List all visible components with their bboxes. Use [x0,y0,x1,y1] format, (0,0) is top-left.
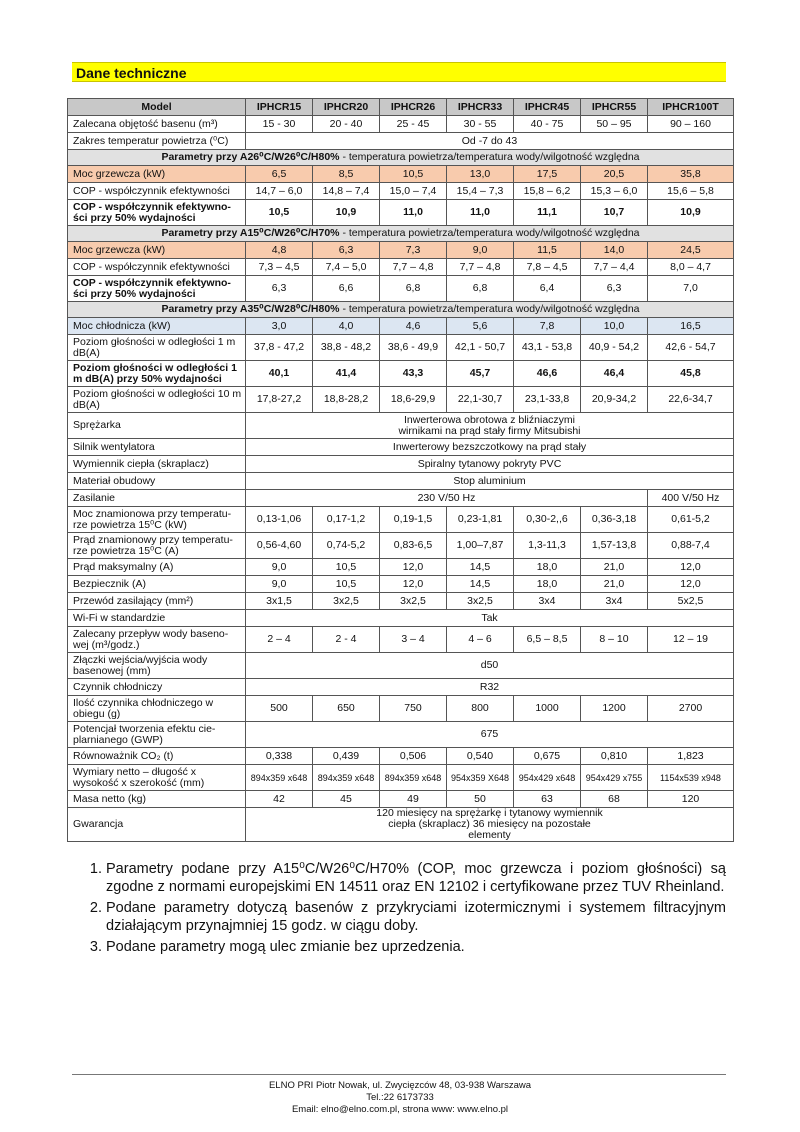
table-row [68,259,734,276]
cell: 894x359 x648 [380,765,447,791]
cell: 22,6-34,7 [648,387,734,413]
row-label: Prąd znamionowy przy temperatu-rze powietrza 15⁰C (A) [68,533,246,559]
table-row [68,116,734,133]
cell: 9,0 [246,559,313,576]
table-row [68,242,734,259]
row-label: Przewód zasilający (mm²) [68,593,246,610]
cell: 6,8 [447,276,514,302]
cell: 7,4 – 5,0 [313,259,380,276]
cell: 0,439 [313,748,380,765]
row-label: Złączki wejścia/wyjścia wody basenowej (mm) [68,653,246,679]
table-row [68,183,734,200]
cell: 0,675 [514,748,581,765]
header-cell: IPHCR100T [648,99,734,116]
cell: 7,8 [514,318,581,335]
cell: d50 [246,653,734,679]
row-label: Wi-Fi w standardzie [68,610,246,627]
cell: 5x2,5 [648,593,734,610]
row-label: Moc grzewcza (kW) [68,166,246,183]
cell: 4 – 6 [447,627,514,653]
row-label: Zalecana objętość basenu (m³) [68,116,246,133]
cell: 2700 [648,696,734,722]
cell: 43,3 [380,361,447,387]
cell: 1,57-13,8 [581,533,648,559]
cell: 230 V/50 Hz [246,490,648,507]
cell: 954x359 X648 [447,765,514,791]
cell: 3x2,5 [380,593,447,610]
row-label: Prąd maksymalny (A) [68,559,246,576]
cell: 0,74-5,2 [313,533,380,559]
cell: 23,1-33,8 [514,387,581,413]
row-label: Bezpiecznik (A) [68,576,246,593]
header-cell: IPHCR20 [313,99,380,116]
table-row [68,473,734,490]
cell: 6,3 [581,276,648,302]
header-cell: Model [68,99,246,116]
header-cell: IPHCR15 [246,99,313,116]
cell: 17,8-27,2 [246,387,313,413]
cell: 21,0 [581,576,648,593]
cell: 15 - 30 [246,116,313,133]
row-label: Zalecany przepływ wody baseno-wej (m³/godz.) [68,627,246,653]
cell: Od -7 do 43 [246,133,734,150]
cell: 20 - 40 [313,116,380,133]
cell: Inwerterowy bezszczotkowy na prąd stały [246,439,734,456]
table-row [68,507,734,533]
table-row [68,696,734,722]
section-row [68,150,734,166]
cell: 46,4 [581,361,648,387]
cell: 9,0 [246,576,313,593]
cell: 6,5 – 8,5 [514,627,581,653]
cell: 0,88-7,4 [648,533,734,559]
cell: 6,5 [246,166,313,183]
cell: 14,5 [447,576,514,593]
cell: 3x2,5 [313,593,380,610]
cell: 14,8 – 7,4 [313,183,380,200]
cell: 49 [380,791,447,808]
table-row [68,413,734,439]
cell: 50 – 95 [581,116,648,133]
cell: 13,0 [447,166,514,183]
cell: 15,6 – 5,8 [648,183,734,200]
table-row [68,335,734,361]
cell: 15,0 – 7,4 [380,183,447,200]
cell: 25 - 45 [380,116,447,133]
cell: 18,0 [514,576,581,593]
cell: 17,5 [514,166,581,183]
section-heading: Parametry przy A26⁰C/W26⁰C/H80% - temperatura powietrza/temperatura wody/wilgotność względna [68,150,734,166]
cell: 3 – 4 [380,627,447,653]
row-label: Poziom głośności w odległości 10 m dB(A) [68,387,246,413]
cell: 40,9 - 54,2 [581,335,648,361]
cell: 6,3 [246,276,313,302]
row-label: Ilość czynnika chłodniczego w obiegu (g) [68,696,246,722]
cell: 42 [246,791,313,808]
table-row [68,276,734,302]
cell: 0,13-1,06 [246,507,313,533]
cell: 40,1 [246,361,313,387]
cell: 14,0 [581,242,648,259]
notes-list [78,860,726,959]
row-label: Równoważnik CO₂ (t) [68,748,246,765]
header-cell: IPHCR55 [581,99,648,116]
table-header-row [68,99,734,116]
cell: 22,1-30,7 [447,387,514,413]
table-row [68,653,734,679]
header-cell: IPHCR45 [514,99,581,116]
cell: 41,4 [313,361,380,387]
cell: 12,0 [380,559,447,576]
cell: 0,23-1,81 [447,507,514,533]
cell: 3x1,5 [246,593,313,610]
cell: 7,3 – 4,5 [246,259,313,276]
cell: 12 – 19 [648,627,734,653]
cell: 5,6 [447,318,514,335]
row-label: Silnik wentylatora [68,439,246,456]
note-item: 2. Podane parametry dotyczą basenów z przykryciami izotermicznymi i systemem filtracyjnym działającym przynajmniej 15 godz. w ciągu doby. [106,899,726,935]
cell: 0,506 [380,748,447,765]
cell: 45,7 [447,361,514,387]
row-label: Wymiary netto – długość x wysokość x szerokość (mm) [68,765,246,791]
cell: 6,4 [514,276,581,302]
cell: 2 – 4 [246,627,313,653]
cell: 10,5 [313,559,380,576]
table-row [68,593,734,610]
cell: 650 [313,696,380,722]
cell: 400 V/50 Hz [648,490,734,507]
section-heading: Parametry przy A35⁰C/W28⁰C/H80% - temperatura powietrza/temperatura wody/wilgotność względna [68,302,734,318]
table-row [68,387,734,413]
cell: 14,5 [447,559,514,576]
cell: 45 [313,791,380,808]
cell: 11,0 [447,200,514,226]
cell: 20,9-34,2 [581,387,648,413]
cell: 90 – 160 [648,116,734,133]
cell: 35,8 [648,166,734,183]
row-label: Moc grzewcza (kW) [68,242,246,259]
cell: 0,61-5,2 [648,507,734,533]
table-row [68,490,734,507]
cell: 38,8 - 48,2 [313,335,380,361]
cell: 12,0 [648,559,734,576]
cell: 10,9 [313,200,380,226]
table-row [68,361,734,387]
cell: 10,5 [246,200,313,226]
cell: 0,338 [246,748,313,765]
cell: 10,7 [581,200,648,226]
cell: R32 [246,679,734,696]
cell: 20,5 [581,166,648,183]
table-row [68,533,734,559]
cell: 0,30-2,,6 [514,507,581,533]
cell: 30 - 55 [447,116,514,133]
cell: 10,5 [380,166,447,183]
cell: 10,0 [581,318,648,335]
table-row [68,166,734,183]
section-heading: Parametry przy A15⁰C/W26⁰C/H70% - temperatura powietrza/temperatura wody/wilgotność względna [68,226,734,242]
row-label: Sprężarka [68,413,246,439]
cell: 24,5 [648,242,734,259]
cell: 42,6 - 54,7 [648,335,734,361]
cell: 46,6 [514,361,581,387]
row-label: Zasilanie [68,490,246,507]
cell: 750 [380,696,447,722]
cell: 1,3-11,3 [514,533,581,559]
cell: 500 [246,696,313,722]
row-label: Gwarancja [68,808,246,842]
cell: Spiralny tytanowy pokryty PVC [246,456,734,473]
row-label: Wymiennik ciepła (skraplacz) [68,456,246,473]
spec-table [67,98,734,842]
cell: 7,3 [380,242,447,259]
cell: 7,0 [648,276,734,302]
cell: 8 – 10 [581,627,648,653]
row-label: Moc chłodnicza (kW) [68,318,246,335]
cell: 4,8 [246,242,313,259]
cell: 0,83-6,5 [380,533,447,559]
cell: 18,8-28,2 [313,387,380,413]
cell: 16,5 [648,318,734,335]
row-label: COP - współczynnik efektywności [68,183,246,200]
cell: 7,7 – 4,4 [581,259,648,276]
cell: Stop aluminium [246,473,734,490]
cell: 1000 [514,696,581,722]
cell: 4,6 [380,318,447,335]
cell: 120 miesięcy na sprężarkę i tytanowy wymiennik ciepła (skraplacz) 36 miesięcy na pozostałe elementy [246,808,734,842]
cell: 42,1 - 50,7 [447,335,514,361]
cell: 954x429 x755 [581,765,648,791]
cell: 18,0 [514,559,581,576]
cell: 8,0 – 4,7 [648,259,734,276]
note-item: 3. Podane parametry mogą ulec zmianie bez uprzedzenia. [106,938,726,956]
table-row [68,791,734,808]
cell: 120 [648,791,734,808]
cell: 7,8 – 4,5 [514,259,581,276]
header-cell: IPHCR33 [447,99,514,116]
cell: 3x4 [581,593,648,610]
row-label: Zakres temperatur powietrza (⁰C) [68,133,246,150]
cell: 40 - 75 [514,116,581,133]
row-label: Poziom głośności w odległości 1 m dB(A) [68,335,246,361]
cell: 1,823 [648,748,734,765]
cell: 11,1 [514,200,581,226]
cell: 10,9 [648,200,734,226]
cell: 1200 [581,696,648,722]
table-row [68,808,734,842]
footer-divider [72,1074,726,1075]
table-row [68,559,734,576]
row-label: Moc znamionowa przy temperatu-rze powietrza 15⁰C (kW) [68,507,246,533]
cell: Inwerterowa obrotowa z bliźniaczymi wirnikami na prąd stały firmy Mitsubishi [246,413,734,439]
table-row [68,610,734,627]
cell: 15,4 – 7,3 [447,183,514,200]
cell: 18,6-29,9 [380,387,447,413]
cell: 12,0 [380,576,447,593]
cell: 954x429 x648 [514,765,581,791]
table-row [68,576,734,593]
cell: 1,00–7,87 [447,533,514,559]
table-row [68,133,734,150]
table-row [68,722,734,748]
cell: 11,0 [380,200,447,226]
table-row [68,318,734,335]
cell: 11,5 [514,242,581,259]
cell: 37,8 - 47,2 [246,335,313,361]
row-label: Poziom głośności w odległości 1 m dB(A) przy 50% wydajności [68,361,246,387]
cell: 800 [447,696,514,722]
cell: 15,8 – 6,2 [514,183,581,200]
section-row [68,226,734,242]
row-label: Masa netto (kg) [68,791,246,808]
cell: 9,0 [447,242,514,259]
cell: 6,6 [313,276,380,302]
footer-phone: Tel.:22 6173733 [366,1092,434,1103]
cell: 14,7 – 6,0 [246,183,313,200]
row-label: COP - współczynnik efektywno-ści przy 50% wydajności [68,276,246,302]
cell: Tak [246,610,734,627]
table-row [68,748,734,765]
cell: 0,17-1,2 [313,507,380,533]
cell: 3x2,5 [447,593,514,610]
table-row [68,627,734,653]
cell: 10,5 [313,576,380,593]
cell: 15,3 – 6,0 [581,183,648,200]
cell: 2 - 4 [313,627,380,653]
header-cell: IPHCR26 [380,99,447,116]
row-label: Materiał obudowy [68,473,246,490]
table-row [68,200,734,226]
cell: 12,0 [648,576,734,593]
cell: 63 [514,791,581,808]
cell: 50 [447,791,514,808]
cell: 6,3 [313,242,380,259]
footer-contact: Email: elno@elno.com.pl, strona www: www.elno.pl [291,1104,509,1115]
row-label: Czynnik chłodniczy [68,679,246,696]
row-label: COP - współczynnik efektywno-ści przy 50% wydajności [68,200,246,226]
row-label: COP - współczynnik efektywności [68,259,246,276]
footer [0,1080,800,1116]
cell: 68 [581,791,648,808]
cell: 3x4 [514,593,581,610]
cell: 894x359 x648 [246,765,313,791]
cell: 8,5 [313,166,380,183]
cell: 0,540 [447,748,514,765]
table-row [68,679,734,696]
note-item: 1. Parametry podane przy A15⁰C/W26⁰C/H70% (COP, moc grzewcza i poziom głośności) są zgodne z normami europejskimi EN 14511 oraz EN 12102 i certyfikowane przez TUV Rheinland. [106,860,726,896]
row-label: Potencjał tworzenia efektu cie-plarnianego (GWP) [68,722,246,748]
cell: 7,7 – 4,8 [380,259,447,276]
cell: 7,7 – 4,8 [447,259,514,276]
cell: 21,0 [581,559,648,576]
cell: 675 [246,722,734,748]
footer-address: ELNO PRI Piotr Nowak, ul. Zwycięzców 48, 03-938 Warszawa [268,1080,532,1091]
cell: 0,19-1,5 [380,507,447,533]
cell: 0,56-4,60 [246,533,313,559]
cell: 43,1 - 53,8 [514,335,581,361]
table-row [68,439,734,456]
section-row [68,302,734,318]
cell: 0,36-3,18 [581,507,648,533]
section-title: Dane techniczne [72,62,726,82]
table-row [68,765,734,791]
cell: 4,0 [313,318,380,335]
cell: 894x359 x648 [313,765,380,791]
cell: 45,8 [648,361,734,387]
cell: 3,0 [246,318,313,335]
table-row [68,456,734,473]
cell: 38,6 - 49,9 [380,335,447,361]
cell: 0,810 [581,748,648,765]
cell: 1154x539 x948 [648,765,734,791]
cell: 6,8 [380,276,447,302]
